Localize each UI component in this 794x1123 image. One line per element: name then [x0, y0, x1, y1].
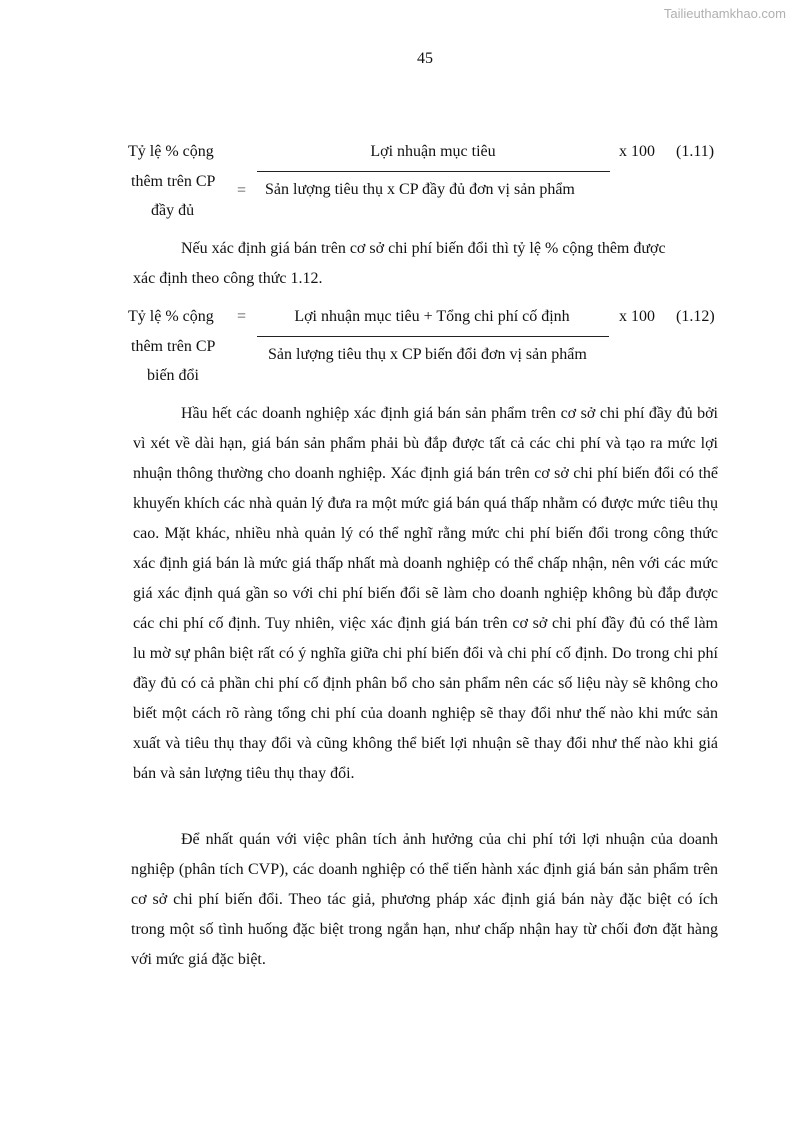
formula-1-lhs-line2: thêm trên CP [131, 173, 216, 190]
formula-2-number: (1.12) [676, 308, 715, 325]
watermark: Tailieuthamkhao.com [663, 6, 786, 21]
formula-1-numerator: Lợi nhuận mục tiêu [370, 143, 496, 160]
paragraph-1: Hầu hết các doanh nghiệp xác định giá bán sản phẩm trên cơ sở chi phí đầy đủ bởi vì xét về dài hạn, giá bán sản phẩm phải bù đắp được tất cả các chi phí và tạo ra mức lợi nhuận thông thường cho doanh nghiệp. Xác định giá bán trên cơ sở chi phí biến đổi có thể khuyến khích các nhà quản lý đưa ra một mức giá bán quá thấp nhằm có được mức tiêu thụ cao. Mặt khác, nhiều nhà quản lý có thể nghĩ rằng mức chi phí biến đổi trong công thức xác định giá bán là mức giá thấp nhất mà doanh nghiệp có thể chấp nhận, nên với các mức giá xác định quá gần so với chi phí biến đổi sẽ làm cho doanh nghiệp không bù đắp được các chi phí cố định. Tuy nhiên, việc xác định giá bán trên cơ sở chi phí đầy đủ có thể làm lu mờ sự phân biệt rất có ý nghĩa giữa chi phí biến đổi và chi phí cố định. Do trong chi phí đầy đủ có cả phần chi phí cố định phân bổ cho sản phẩm nên các số liệu này sẽ không cho biết một cách rõ ràng tổng chi phí của doanh nghiệp sẽ thay đổi như thế nào khi mức sản xuất và tiêu thụ thay đổi và cũng không thể biết lợi nhuận sẽ thay đổi như thế nào khi giá bán và sản lượng tiêu thụ thay đổi. [133, 405, 718, 782]
formula-2-denominator: Sản lượng tiêu thụ x CP biến đổi đơn vị sản phẩm [268, 346, 587, 363]
formula-2-lhs-line3: biến đổi [147, 367, 199, 384]
formula-1-fraction-bar [257, 171, 610, 172]
intro-text-cont: xác định theo công thức 1.12. [133, 270, 323, 287]
formula-1-number: (1.11) [676, 143, 715, 160]
formula-2-lhs-line1: Tỷ lệ % cộng [128, 308, 214, 325]
formula-2-lhs-line2: thêm trên CP [131, 338, 216, 355]
formula-2-equals: = [237, 308, 247, 325]
page-number: 45 [417, 50, 433, 67]
formula-1-multiplier: x 100 [619, 143, 655, 160]
formula-2-numerator: Lợi nhuận mục tiêu + Tổng chi phí cố định [294, 308, 570, 325]
formula-1-denominator: Sản lượng tiêu thụ x CP đầy đủ đơn vị sản phẩm [265, 181, 575, 198]
formula-1-equals: = [237, 182, 247, 199]
formula-1-lhs-line1: Tỷ lệ % cộng [128, 143, 214, 160]
intro-text: Nếu xác định giá bán trên cơ sở chi phí biến đổi thì tỷ lệ % cộng thêm được [181, 240, 666, 257]
formula-2-fraction-bar [257, 336, 609, 337]
formula-1-lhs-line3: đầy đủ [151, 202, 195, 219]
paragraph-2: Để nhất quán với việc phân tích ảnh hưởng của chi phí tới lợi nhuận của doanh nghiệp (phân tích CVP), các doanh nghiệp có thể tiến hành xác định giá bán sản phẩm trên cơ sở chi phí biến đổi. Theo tác giả, phương pháp xác định giá bán này đặc biệt có ích trong một số tình huống đặc biệt trong ngắn hạn, như chấp nhận hay từ chối đơn đặt hàng với mức giá đặc biệt. [131, 831, 718, 968]
formula-2-multiplier: x 100 [619, 308, 655, 325]
